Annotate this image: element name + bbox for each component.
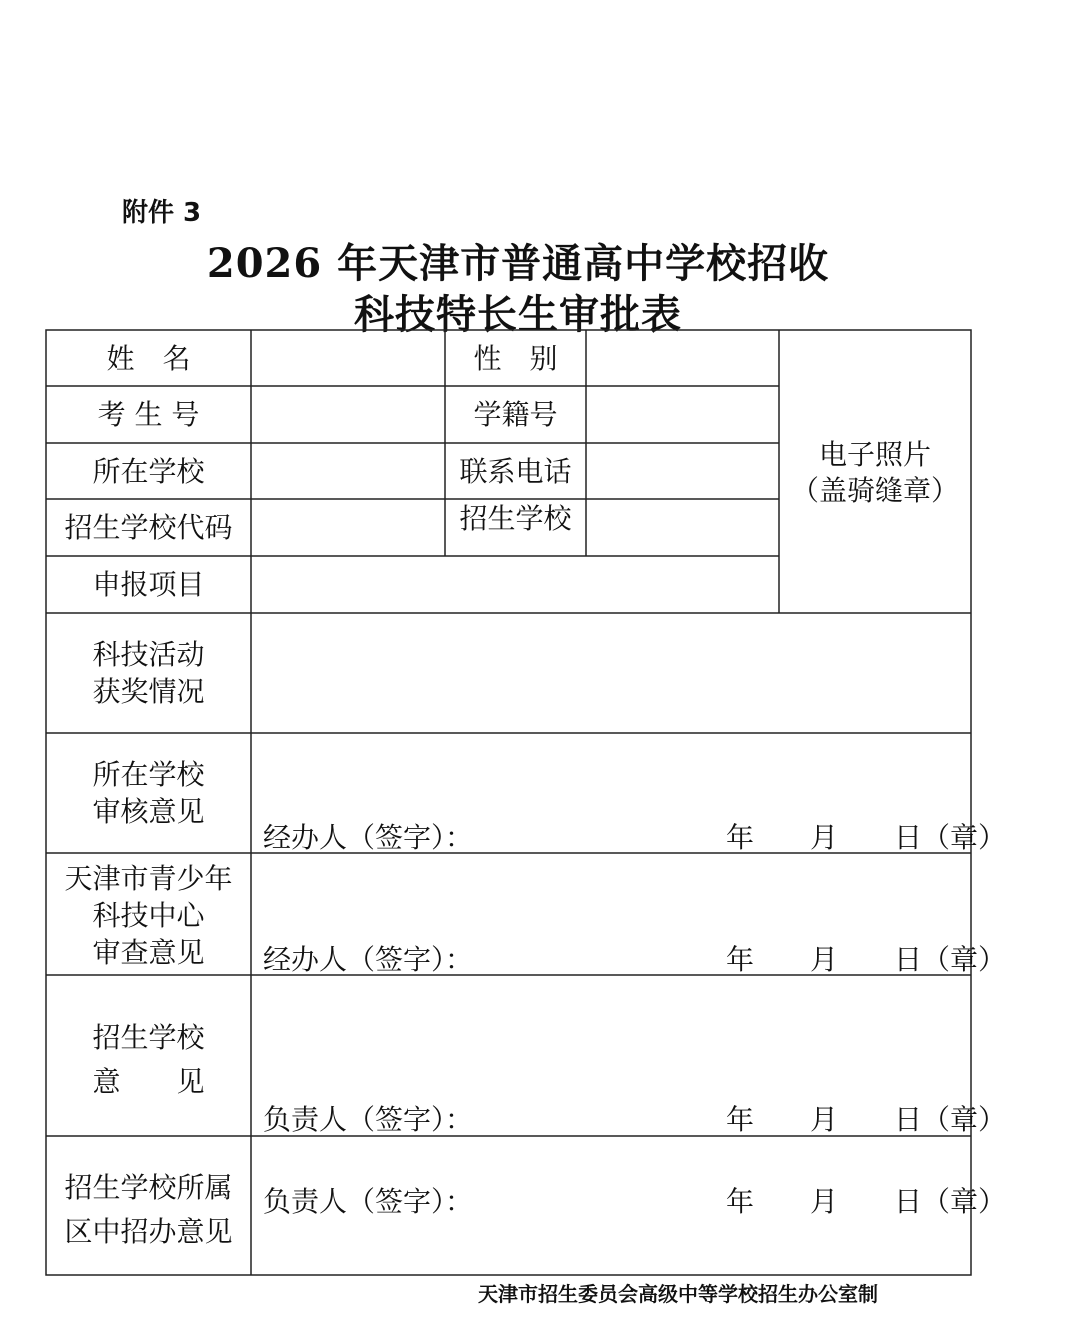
signature-principal-district: 负责人（签字）：	[263, 1185, 474, 1218]
label-admit-school: 招生学校	[459, 502, 572, 535]
label-name: 姓 名	[106, 342, 191, 375]
attachment-label: 附件 3	[122, 198, 202, 228]
label-district-opinion: 招生学校所属 区中招办意见	[64, 1171, 233, 1248]
form-title-line2: 科技特长生审批表	[354, 291, 682, 338]
label-student-no: 学籍号	[473, 398, 558, 431]
label-school: 所在学校	[92, 455, 205, 488]
signature-handler-center: 经办人（签字）：	[263, 943, 474, 976]
date-stamp-district: 年 月 日（章）	[726, 1185, 1007, 1218]
form-title-line1: 2026 年天津市普通高中学校招收	[206, 240, 830, 287]
label-admit-opinion: 招生学校 意 见	[92, 1021, 205, 1098]
date-stamp-admit: 年 月 日（章）	[726, 1103, 1007, 1136]
date-stamp-school: 年 月 日（章）	[726, 821, 1007, 854]
label-gender: 性 别	[473, 342, 558, 375]
date-stamp-center: 年 月 日（章）	[726, 943, 1007, 976]
label-phone: 联系电话	[459, 455, 572, 488]
issuer-footer: 天津市招生委员会高级中等学校招生办公室制	[478, 1282, 878, 1306]
label-school-review: 所在学校 审核意见	[92, 758, 205, 828]
photo-label: 电子照片	[818, 438, 931, 471]
label-project: 申报项目	[92, 568, 205, 601]
label-center-review: 天津市青少年 科技中心 审查意见	[64, 862, 233, 969]
label-exam-no: 考 生 号	[97, 398, 200, 431]
label-school-code: 招生学校代码	[64, 511, 233, 544]
photo-stamp-note: （盖骑缝章）	[790, 474, 959, 507]
signature-principal-admit: 负责人（签字）：	[263, 1103, 474, 1136]
signature-handler-school: 经办人（签字）：	[263, 821, 474, 854]
label-awards: 科技活动 获奖情况	[92, 638, 205, 708]
